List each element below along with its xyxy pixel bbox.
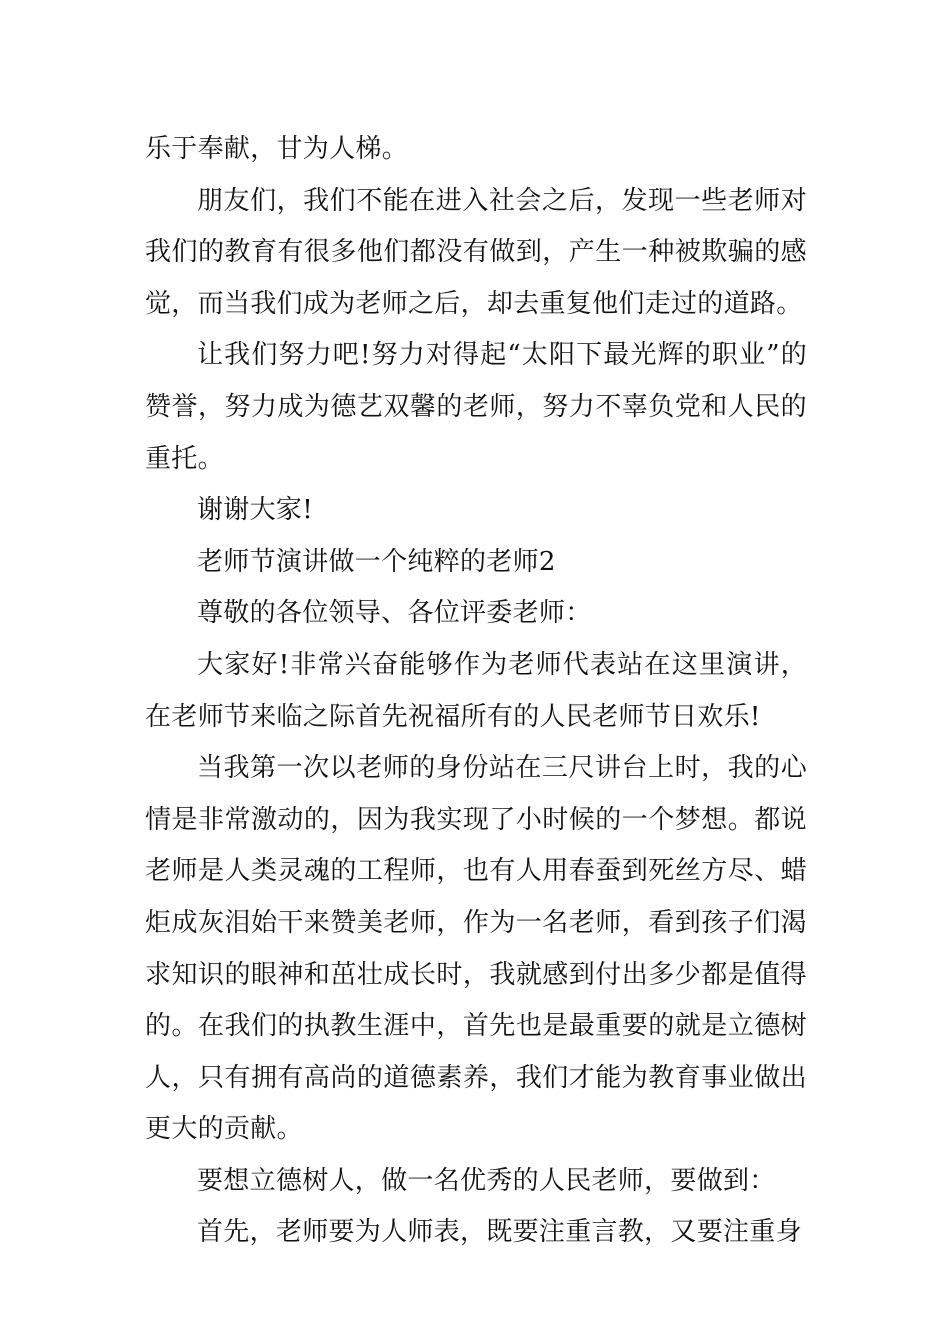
section-heading: 老师节演讲做一个纯粹的老师2 xyxy=(197,546,556,577)
paragraph-2: 朋友们，我们不能在进入社会之后，发现一些老师对我们的教育有很多他们都没有做到，产生一种被欺骗的感觉，而当我们成为老师之后，却去重复他们走过的道路。 xyxy=(145,185,807,319)
paragraph-10: 首先，老师要为人师表，既要注重言教，又要注重身 xyxy=(197,1217,802,1248)
paragraph-9: 要想立德树人，做一名优秀的人民老师，要做到： xyxy=(197,1165,776,1196)
document-body xyxy=(145,124,807,1259)
paragraph-8: 当我第一次以老师的身份站在三尺讲台上时，我的心情是非常激动的，因为我实现了小时候的一个梦想。都说老师是人类灵魂的工程师，也有人用春蚕到死丝方尽、蜡炬成灰泪始干来赞美老师，作为一名老师，看到孩子们渴求知识的眼神和茁壮成长时，我就感到付出多少都是值得的。在我们的执教生涯中，首先也是最重要的就是立德树人，只有拥有高尚的道德素养，我们才能为教育事业做出更大的贡献。 xyxy=(145,753,807,1145)
paragraph-3: 让我们努力吧!努力对得起“太阳下最光辉的职业”的赞誉，努力成为德艺双馨的老师，努力不辜负党和人民的重托。 xyxy=(145,340,807,474)
paragraph-7: 大家好!非常兴奋能够作为老师代表站在这里演讲，在老师节来临之际首先祝福所有的人民老师节日欢乐! xyxy=(145,649,807,732)
paragraph-1: 乐于奉献，甘为人梯。 xyxy=(145,134,409,164)
paragraph-4: 谢谢大家! xyxy=(197,495,313,526)
salutation: 尊敬的各位领导、各位评委老师： xyxy=(197,598,592,629)
